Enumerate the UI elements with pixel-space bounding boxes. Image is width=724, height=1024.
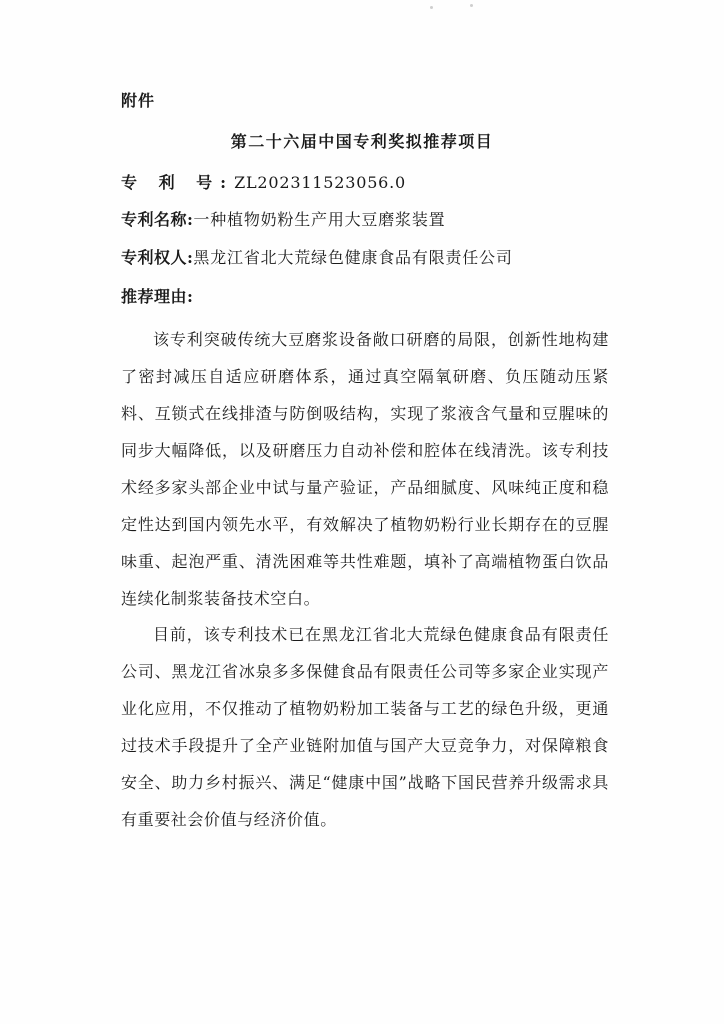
patent-number-value: ZL202311523056.0 bbox=[234, 173, 407, 192]
patent-name-value: 一种植物奶粉生产用大豆磨浆装置 bbox=[193, 210, 446, 229]
patent-holder-field bbox=[121, 245, 513, 268]
patent-number-label: 专 利 号: bbox=[121, 173, 235, 192]
reason-paragraph-1: 该专利突破传统大豆磨浆设备敞口研磨的局限，创新性地构建了密封减压自适应研磨体系，通过真空隔氧研磨、负压随动压紧料、互锁式在线排渣与防倒吸结构，实现了浆液含气量和豆腥味的同步大幅降低，以及研磨压力自动补偿和腔体在线清洗。该专利技术经多家头部企业中试与量产验证，产品细腻度、风味纯正度和稳定性达到国内领先水平，有效解决了植物奶粉行业长期存在的豆腥味重、起泡严重、清洗困难等共性难题，填补了高端植物蛋白饮品连续化制浆装备技术空白。 bbox=[121, 330, 609, 608]
patent-name-field bbox=[121, 207, 445, 230]
scan-speck bbox=[430, 6, 433, 9]
recommendation-reason-field bbox=[121, 284, 193, 307]
recommendation-reason-label: 推荐理由: bbox=[121, 287, 194, 306]
reason-paragraph-2: 目前，该专利技术已在黑龙江省北大荒绿色健康食品有限责任公司、黑龙江省冰泉多多保健食品有限责任公司等多家企业实现产业化应用，不仅推动了植物奶粉加工装备与工艺的绿色升级，更通过技术手段提升了全产业链附加值与国产大豆竞争力，对保障粮食安全、助力乡村振兴、满足“健康中国”战略下国民营养升级需求具有重要社会价值与经济价值。 bbox=[121, 625, 609, 829]
patent-holder-value: 黑龙江省北大荒绿色健康食品有限责任公司 bbox=[193, 248, 513, 267]
patent-number-field bbox=[121, 170, 406, 193]
patent-holder-label: 专利权人: bbox=[121, 248, 194, 267]
document-title: 第二十六届中国专利奖拟推荐项目 bbox=[230, 132, 494, 151]
scan-speck bbox=[470, 4, 473, 7]
attachment-label: 附件 bbox=[121, 91, 156, 110]
patent-name-label: 专利名称: bbox=[121, 210, 194, 229]
